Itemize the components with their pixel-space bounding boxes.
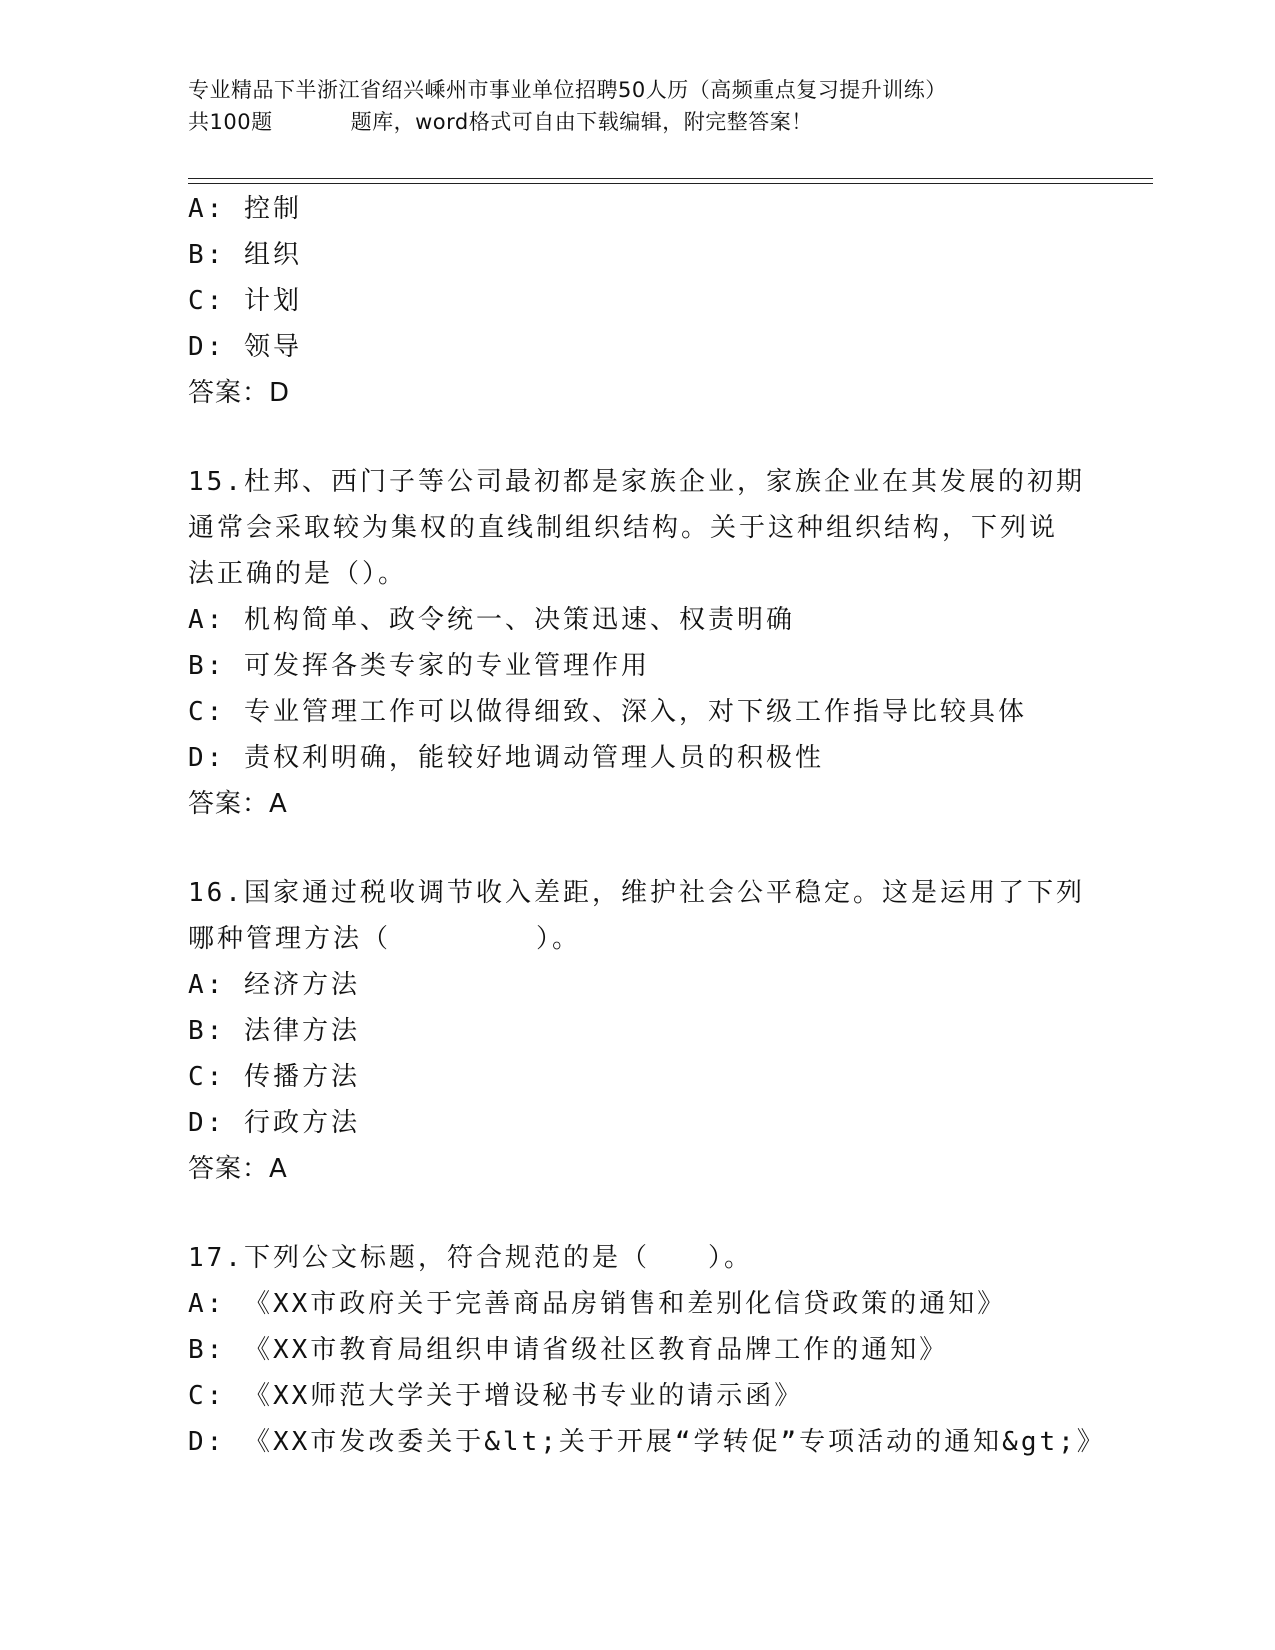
question-16 bbox=[188, 870, 1148, 1192]
spacer bbox=[188, 827, 1148, 870]
question-16-option-b: B: 法律方法 bbox=[188, 1016, 360, 1046]
question-17-option-c: C: 《XX师范大学关于增设秘书专业的请示函》 bbox=[188, 1381, 804, 1411]
prev-question-options bbox=[188, 186, 1148, 370]
question-content bbox=[188, 186, 1148, 1465]
question-17-option-a: A: 《XX市政府关于完善商品房销售和差别化信贷政策的通知》 bbox=[188, 1289, 1007, 1319]
option-a: A: 控制 bbox=[188, 194, 302, 224]
question-16-option-d: D: 行政方法 bbox=[188, 1108, 360, 1138]
question-15-text-line3: 法正确的是（）。 bbox=[188, 559, 408, 589]
question-15-option-d: D: 责权利明确，能较好地调动管理人员的积极性 bbox=[188, 743, 824, 773]
question-17-option-b: B: 《XX市教育局组织申请省级社区教育品牌工作的通知》 bbox=[188, 1335, 949, 1365]
header-description: 题库，word格式可自由下载编辑，附完整答案！ bbox=[350, 110, 813, 134]
question-17-option-d: D: 《XX市发改委关于&lt;关于开展“学转促”专项活动的通知&gt;》 bbox=[188, 1427, 1106, 1457]
header-title-line2 bbox=[188, 106, 1088, 138]
question-15-text-line1: 15.杜邦、西门子等公司最初都是家族企业，家族企业在其发展的初期 bbox=[188, 467, 1085, 497]
question-16-answer: 答案：A bbox=[188, 1154, 288, 1184]
header-rule-top bbox=[188, 178, 1153, 179]
header-question-count: 共100题 bbox=[188, 110, 273, 134]
prev-question-answer: 答案：D bbox=[188, 378, 291, 408]
question-15-option-a: A: 机构简单、政令统一、决策迅速、权责明确 bbox=[188, 605, 795, 635]
question-15 bbox=[188, 459, 1148, 827]
spacer bbox=[188, 1192, 1148, 1235]
option-b: B: 组织 bbox=[188, 240, 302, 270]
question-15-text-line2: 通常会采取较为集权的直线制组织结构。关于这种组织结构，下列说 bbox=[188, 513, 1059, 543]
question-16-option-a: A: 经济方法 bbox=[188, 970, 360, 1000]
header-rule-bottom bbox=[188, 183, 1153, 184]
header-title-line1: 专业精品下半浙江省绍兴嵊州市事业单位招聘50人历（高频重点复习提升训练） bbox=[188, 78, 947, 102]
question-15-option-c: C: 专业管理工作可以做得细致、深入，对下级工作指导比较具体 bbox=[188, 697, 1027, 727]
question-16-text-line1: 16.国家通过税收调节收入差距，维护社会公平稳定。这是运用了下列 bbox=[188, 878, 1085, 908]
question-16-text-line2: 哪种管理方法（ ）。 bbox=[188, 924, 582, 954]
spacer bbox=[188, 416, 1148, 459]
option-c: C: 计划 bbox=[188, 286, 302, 316]
question-16-option-c: C: 传播方法 bbox=[188, 1062, 360, 1092]
question-15-answer: 答案：A bbox=[188, 789, 288, 819]
question-15-option-b: B: 可发挥各类专家的专业管理作用 bbox=[188, 651, 650, 681]
option-d: D: 领导 bbox=[188, 332, 302, 362]
question-17 bbox=[188, 1235, 1148, 1465]
header-gap bbox=[273, 106, 351, 138]
page-header bbox=[188, 74, 1088, 138]
question-17-text-line1: 17.下列公文标题，符合规范的是（ ）。 bbox=[188, 1243, 753, 1273]
